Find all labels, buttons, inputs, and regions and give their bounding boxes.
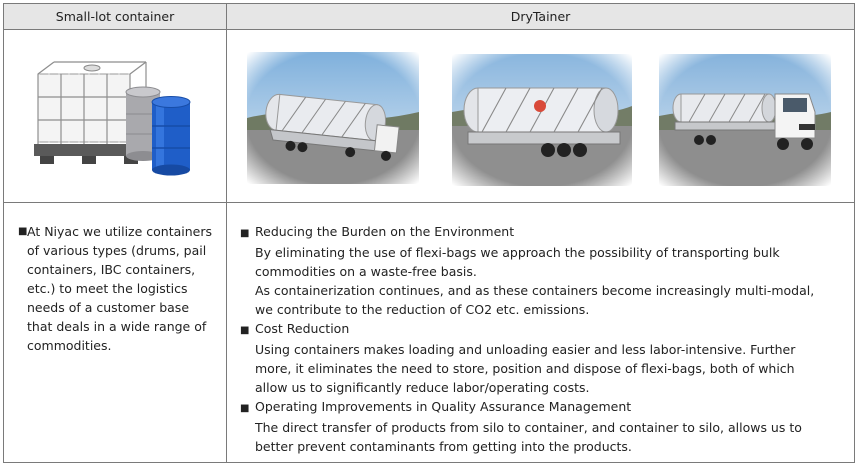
small-lot-description-cell: [4, 203, 227, 463]
description-line: of various types (drums, pail: [27, 243, 207, 258]
section-heading: Reducing the Burden on the Environment: [255, 224, 515, 239]
header-small-lot-container: Small-lot container: [4, 4, 227, 30]
description-line: commodities.: [27, 338, 112, 353]
drums-and-ibc-container-photo: [30, 52, 196, 180]
section-line: Using containers makes loading and unloading easier and less labor-intensive. Further: [255, 342, 796, 357]
bullet-square: ■: [240, 403, 250, 414]
section-line: better prevent contaminants from getting into the products.: [255, 439, 632, 454]
description-line: that deals in a wide range of: [27, 319, 207, 334]
description-line: needs of a customer base: [27, 300, 190, 315]
section-line: The direct transfer of products from silo to container, and container to silo, allows us to: [255, 420, 802, 435]
description-line: At Niyac we utilize containers: [27, 224, 213, 239]
section-heading: Operating Improvements in Quality Assurance Management: [255, 399, 632, 414]
section-line: we contribute to the reduction of CO2 etc. emissions.: [255, 302, 590, 317]
bullet-square: ■: [240, 228, 250, 239]
section-line: more, it eliminates the need to store, position and dispose of flexi-bags, both of which: [255, 361, 795, 376]
drytainer-description-cell: [227, 203, 855, 463]
section-environment: [240, 222, 844, 319]
tank-container-truck-photo-3: [659, 54, 831, 186]
bullet-square: ■: [240, 325, 250, 336]
section-quality-assurance: [240, 397, 844, 456]
section-heading: Cost Reduction: [255, 321, 350, 336]
description-line: containers, IBC containers,: [27, 262, 196, 277]
description-line: etc.) to meet the logistics: [27, 281, 188, 296]
tank-container-truck-photo-1: [247, 52, 419, 184]
small-lot-description: [4, 203, 226, 355]
section-line: As containerization continues, and as these containers become increasingly multi-modal,: [255, 283, 815, 298]
small-lot-image-cell: [4, 30, 227, 203]
section-line: By eliminating the use of flexi-bags we approach the possibility of transporting bulk: [255, 245, 780, 260]
section-cost-reduction: [240, 319, 844, 397]
comparison-table: [3, 3, 855, 463]
header-drytainer: DryTainer: [227, 4, 855, 30]
bullet-square: ■: [18, 226, 28, 237]
tank-container-truck-photo-2: [452, 54, 632, 186]
drytainer-image-cell: [227, 30, 855, 203]
section-line: commodities on a waste-free basis.: [255, 264, 477, 279]
section-line: allow us to significantly reduce labor/operating costs.: [255, 380, 590, 395]
drytainer-benefits: [227, 203, 854, 456]
